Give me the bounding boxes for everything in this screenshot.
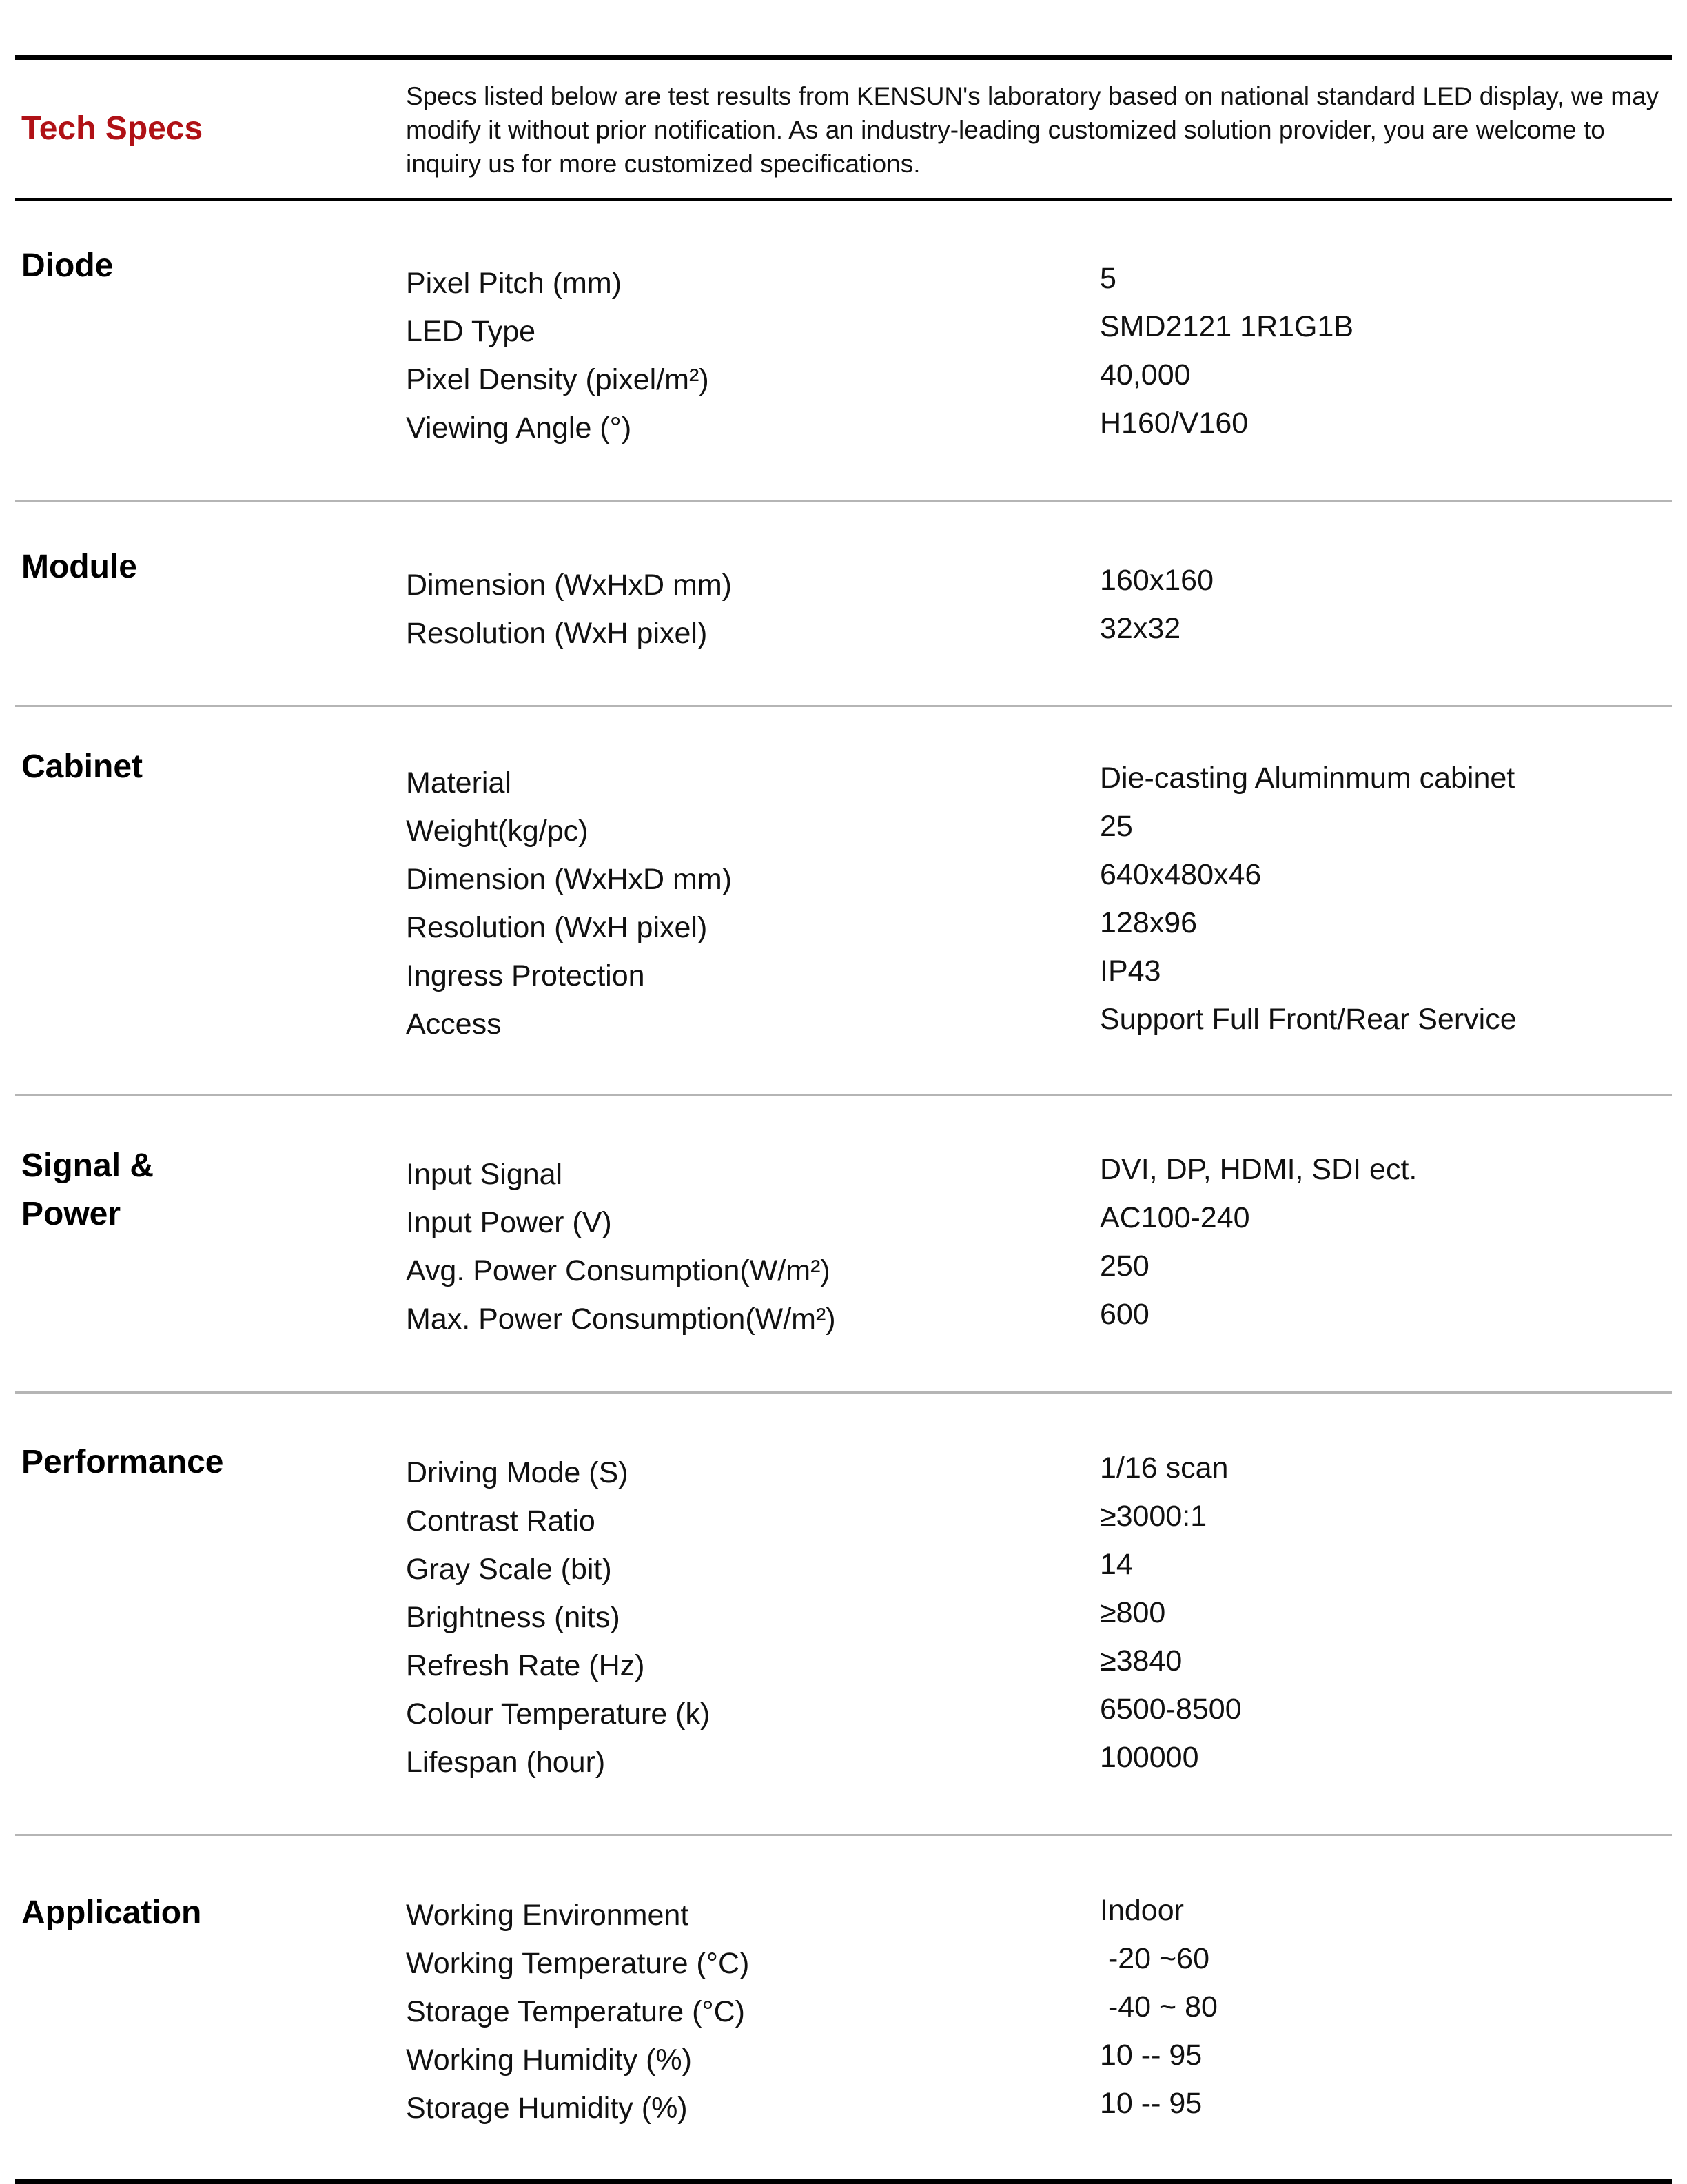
spec-row <box>406 2036 1672 2084</box>
spec-row <box>406 1497 1672 1545</box>
spec-row <box>406 404 1672 452</box>
tech-specs-sheet <box>15 55 1672 2184</box>
spec-label: LED Type <box>406 315 536 348</box>
top-rule <box>15 55 1672 60</box>
spec-value: 40,000 <box>1100 358 1191 391</box>
spec-value: 25 <box>1100 810 1133 843</box>
section-title: Performance <box>21 1444 224 1480</box>
spec-row <box>406 1593 1672 1642</box>
spec-row <box>406 307 1672 356</box>
spec-section <box>15 502 1672 705</box>
spec-value: ≥800 <box>1100 1596 1166 1629</box>
spec-section <box>15 1394 1672 1834</box>
spec-row <box>406 1295 1672 1343</box>
section-title: Application <box>21 1895 202 1931</box>
spec-label: Working Temperature (°C) <box>406 1947 750 1980</box>
spec-label: Dimension (WxHxD mm) <box>406 863 732 896</box>
spec-row <box>406 759 1672 807</box>
spec-value: Support Full Front/Rear Service <box>1100 1003 1517 1036</box>
spec-row <box>406 259 1672 307</box>
spec-section <box>15 707 1672 1094</box>
spec-label: Dimension (WxHxD mm) <box>406 569 732 602</box>
spec-label: Input Signal <box>406 1158 563 1191</box>
spec-value: Die-casting Aluminmum cabinet <box>1100 762 1515 795</box>
spec-row <box>406 1150 1672 1198</box>
spec-section <box>15 1096 1672 1391</box>
spec-section <box>15 201 1672 500</box>
spec-label: Pixel Pitch (mm) <box>406 267 622 300</box>
spec-value: H160/V160 <box>1100 407 1249 440</box>
spec-value: AC100-240 <box>1100 1201 1250 1234</box>
spec-value: 6500-8500 <box>1100 1693 1242 1726</box>
spec-value: DVI, DP, HDMI, SDI ect. <box>1100 1153 1418 1186</box>
spec-rows <box>406 1891 1672 2132</box>
spec-row <box>406 1449 1672 1497</box>
spec-rows <box>406 759 1672 1048</box>
spec-value: 128x96 <box>1100 906 1198 939</box>
spec-label: Working Humidity (%) <box>406 2043 692 2076</box>
spec-rows <box>406 1449 1672 1786</box>
spec-row <box>406 952 1672 1000</box>
spec-row <box>406 904 1672 952</box>
spec-label: Access <box>406 1008 502 1041</box>
spec-label: Driving Mode (S) <box>406 1456 628 1489</box>
spec-row <box>406 1891 1672 1939</box>
spec-row <box>406 1939 1672 1988</box>
tech-specs-header <box>15 60 1672 198</box>
spec-row <box>406 356 1672 404</box>
spec-value: 600 <box>1100 1298 1149 1331</box>
spec-label: Material <box>406 766 511 799</box>
spec-value: -40 ~ 80 <box>1100 1990 1218 2023</box>
spec-rows <box>406 561 1672 657</box>
spec-label: Storage Temperature (°C) <box>406 1995 746 2028</box>
spec-row <box>406 561 1672 609</box>
spec-row <box>406 1642 1672 1690</box>
spec-row <box>406 1545 1672 1593</box>
spec-label: Weight(kg/pc) <box>406 815 589 848</box>
spec-row <box>406 2084 1672 2132</box>
spec-value: IP43 <box>1100 955 1161 988</box>
spec-value: 1/16 scan <box>1100 1451 1229 1484</box>
spec-value: 10 -- 95 <box>1100 2087 1203 2120</box>
spec-row <box>406 1198 1672 1247</box>
spec-label: Pixel Density (pixel/m²) <box>406 363 709 396</box>
spec-label: Lifespan (hour) <box>406 1746 606 1779</box>
spec-label: Brightness (nits) <box>406 1601 620 1634</box>
spec-label: Viewing Angle (°) <box>406 411 632 445</box>
spec-row <box>406 1000 1672 1048</box>
tech-specs-title: Tech Specs <box>21 110 203 147</box>
spec-value: Indoor <box>1100 1894 1184 1927</box>
spec-label: Refresh Rate (Hz) <box>406 1649 645 1682</box>
spec-label: Max. Power Consumption(W/m²) <box>406 1303 836 1336</box>
spec-value: ≥3840 <box>1100 1644 1183 1677</box>
spec-value: ≥3000:1 <box>1100 1500 1207 1533</box>
spec-rows <box>406 1150 1672 1343</box>
tech-specs-description: Specs listed below are test results from KENSUN's laboratory based on national standard LED display, we may modify it without prior notification. As an industry-leading customized solution provider, you are welcome to inquiry us for more customized specifications. <box>406 82 1659 178</box>
spec-value: 100000 <box>1100 1741 1199 1774</box>
spec-value: 250 <box>1100 1249 1149 1283</box>
section-title: Cabinet <box>21 748 143 785</box>
spec-label: Input Power (V) <box>406 1206 612 1239</box>
spec-value: -20 ~60 <box>1100 1942 1209 1975</box>
spec-row <box>406 855 1672 904</box>
spec-row <box>406 609 1672 657</box>
spec-label: Resolution (WxH pixel) <box>406 617 708 650</box>
bottom-rule <box>15 2179 1672 2184</box>
spec-row <box>406 1247 1672 1295</box>
spec-label: Working Environment <box>406 1899 689 1932</box>
spec-label: Colour Temperature (k) <box>406 1697 710 1731</box>
spec-label: Gray Scale (bit) <box>406 1553 612 1586</box>
section-title: Diode <box>21 247 114 284</box>
spec-value: 14 <box>1100 1548 1133 1581</box>
spec-label: Contrast Ratio <box>406 1504 595 1538</box>
spec-label: Ingress Protection <box>406 959 645 992</box>
spec-row <box>406 807 1672 855</box>
spec-label: Storage Humidity (%) <box>406 2092 688 2125</box>
section-title: Signal & Power <box>21 1147 154 1232</box>
spec-value: 32x32 <box>1100 612 1181 645</box>
spec-value: 10 -- 95 <box>1100 2039 1203 2072</box>
spec-row <box>406 1988 1672 2036</box>
spec-rows <box>406 259 1672 452</box>
section-title: Module <box>21 549 137 585</box>
spec-row <box>406 1690 1672 1738</box>
spec-value: 640x480x46 <box>1100 858 1262 891</box>
spec-sections <box>15 201 1672 2179</box>
spec-row <box>406 1738 1672 1786</box>
spec-value: 160x160 <box>1100 564 1214 597</box>
spec-section <box>15 1836 1672 2179</box>
spec-label: Avg. Power Consumption(W/m²) <box>406 1254 830 1287</box>
spec-value: 5 <box>1100 262 1116 295</box>
spec-label: Resolution (WxH pixel) <box>406 911 708 944</box>
spec-value: SMD2121 1R1G1B <box>1100 310 1354 343</box>
